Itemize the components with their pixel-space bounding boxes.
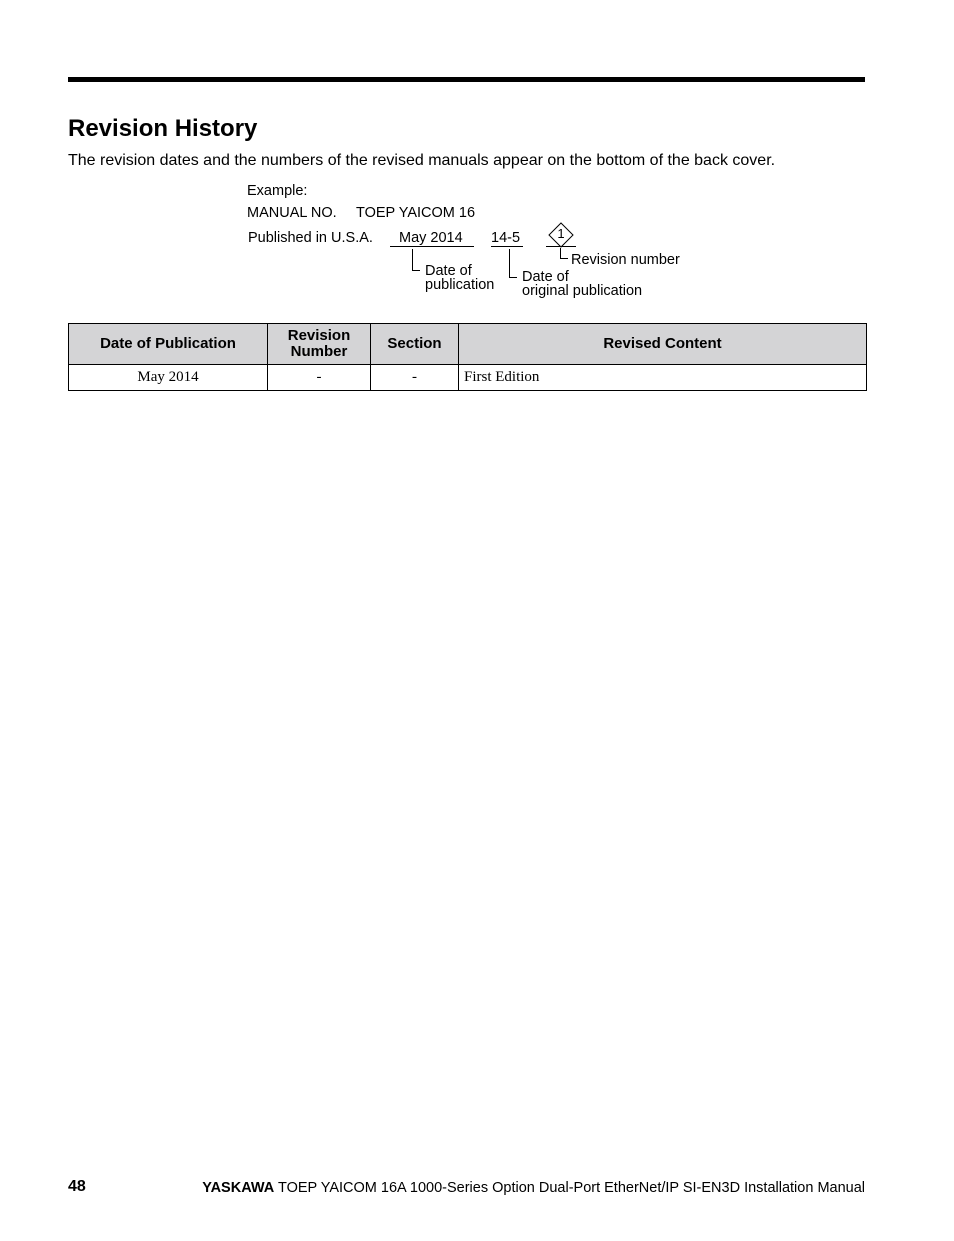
cell-date: May 2014: [69, 365, 268, 391]
example-label: Example:: [247, 183, 308, 199]
original-publication-code: 14-5: [491, 230, 521, 246]
table-header-row: [69, 324, 867, 365]
header-section: Section: [371, 324, 459, 365]
callout-date-line1: Date of: [425, 263, 472, 279]
footer-title-text: TOEP YAICOM 16A 1000-Series Option Dual-Port EtherNet/IP SI-EN3D Installation Manual: [274, 1180, 865, 1196]
callout-orig-line1: Date of: [522, 269, 569, 285]
manual-no-label: MANUAL NO.: [247, 205, 337, 221]
revision-callout-tick: [560, 258, 568, 259]
orig-callout-line: [509, 249, 510, 277]
callout-revision-number: Revision number: [571, 252, 680, 268]
revision-diamond-icon: [548, 222, 574, 248]
callout-date-of-publication: [425, 264, 494, 292]
callout-date-line2: publication: [425, 277, 495, 293]
revision-table: [68, 323, 867, 391]
header-date-of-publication: Date of Publication: [69, 324, 268, 365]
table-row: [69, 365, 867, 391]
cell-section: -: [371, 365, 459, 391]
revision-number: 1: [557, 226, 565, 241]
callout-orig-line2: original publication: [522, 283, 643, 299]
header-revision-line2: Number: [290, 343, 348, 360]
intro-text: The revision dates and the numbers of the revised manuals appear on the bottom of the back cover.: [68, 152, 776, 169]
date-underline: [390, 246, 474, 247]
footer-manual-title: [202, 1180, 865, 1196]
header-revised-content: Revised Content: [459, 324, 867, 365]
code-underline: [491, 246, 523, 247]
callout-original-publication: [522, 270, 642, 298]
top-rule: [68, 77, 865, 82]
manual-no-value: TOEP YAICOM 16: [356, 205, 476, 221]
date-callout-tick: [412, 270, 420, 271]
cell-revision: -: [268, 365, 371, 391]
published-label: Published in U.S.A.: [248, 230, 373, 246]
orig-callout-tick: [509, 277, 517, 278]
page-number: 48: [68, 1178, 86, 1195]
page-title: Revision History: [68, 115, 258, 142]
header-revision-number: [268, 324, 371, 365]
date-callout-line: [412, 249, 413, 270]
revision-callout-line: [560, 248, 561, 258]
cell-content: First Edition: [459, 365, 867, 391]
publication-date: May 2014: [399, 230, 463, 246]
header-revision-line1: Revision: [287, 327, 351, 344]
footer-brand: YASKAWA: [202, 1180, 275, 1196]
